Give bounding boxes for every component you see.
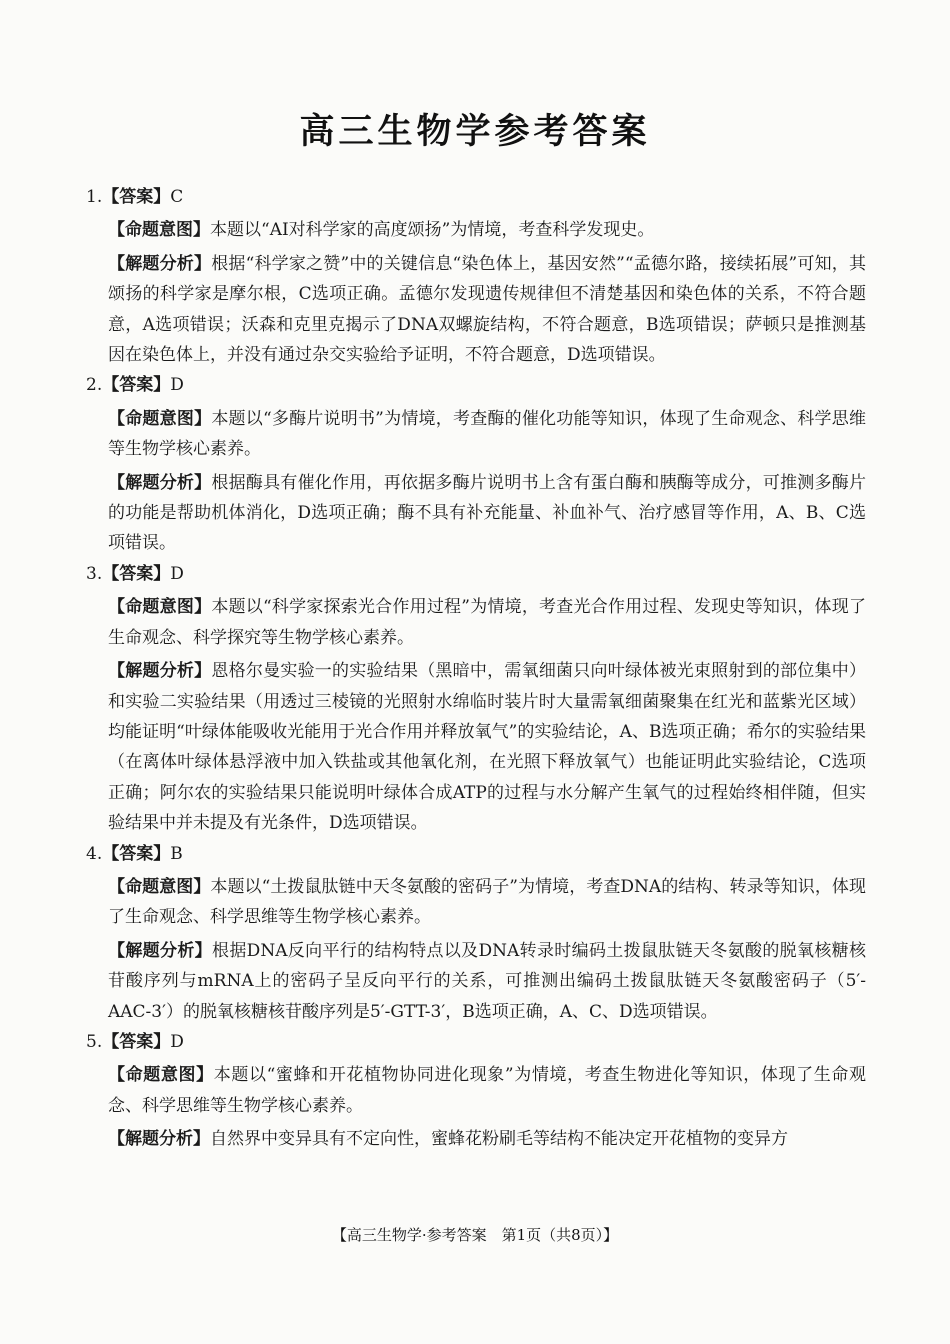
analysis-paragraph [86, 1124, 866, 1154]
question-block [86, 370, 866, 558]
question-number: 4. [86, 843, 103, 864]
analysis-tag: 【解题分析】 [108, 253, 212, 274]
intent-tag: 【命题意图】 [108, 597, 212, 618]
intent-tag: 【命题意图】 [108, 1065, 214, 1086]
answer-value: B [170, 843, 183, 864]
answer-value: D [170, 375, 184, 396]
intent-paragraph [86, 1060, 866, 1121]
answer-tag: 【答案】 [102, 375, 171, 396]
question-number: 1. [86, 187, 103, 207]
answer-value: D [170, 1031, 184, 1052]
answer-line [86, 1027, 866, 1057]
analysis-tag: 【解题分析】 [108, 661, 212, 682]
analysis-tag: 【解题分析】 [108, 472, 212, 493]
analysis-paragraph [86, 656, 866, 838]
analysis-paragraph [86, 249, 866, 371]
question-number: 3. [86, 563, 103, 584]
analysis-paragraph [86, 936, 866, 1027]
answer-line [86, 559, 866, 589]
question-block [86, 559, 866, 839]
answer-tag: 【答案】 [102, 1031, 171, 1052]
analysis-paragraph [86, 468, 866, 559]
answer-line [86, 370, 866, 400]
intent-paragraph [86, 215, 866, 245]
analysis-tag: 【解题分析】 [108, 940, 213, 961]
answer-value: D [170, 563, 184, 584]
analysis-text: 自然界中变异具有不定向性，蜜蜂花粉刷毛等结构不能决定开花植物的变异方 [210, 1129, 788, 1150]
question-block [86, 1027, 866, 1155]
answer-value: C [170, 187, 184, 207]
analysis-text: 根据酶具有催化作用，再依据多酶片说明书上含有蛋白酶和胰酶等成分，可推测多酶片的功能是帮助机体消化，D选项正确；酶不具有补充能量、补血补气、治疗感冒等作用，A、B、C选项错误。 [108, 472, 867, 554]
analysis-text: 恩格尔曼实验一的实验结果（黑暗中，需氧细菌只向叶绿体被光束照射到的部位集中）和实验二实验结果（用透过三棱镜的光照射水绵临时装片时大量需氧细菌聚集在红光和蓝紫光区域）均能证明“叶绿体能吸收光能用于光合作用并释放氧气”的实验结论，A、B选项正确；希尔的实验结果（在离体叶绿体悬浮液中加入铁盐或其他氧化剂，在光照下释放氧气）也能证明此实验结论，C选项正确；阿尔农的实验结果只能说明叶绿体合成ATP的过程与水分解产生氧气的过程始终相伴随，但实验结果中并未提及有光条件，D选项错误。 [108, 661, 867, 834]
intent-paragraph [86, 592, 866, 653]
intent-text: 本题以“AI对科学家的高度颂扬”为情境，考查科学发现史。 [210, 220, 655, 241]
intent-tag: 【命题意图】 [108, 408, 212, 429]
intent-tag: 【命题意图】 [108, 876, 211, 897]
answer-line [86, 182, 866, 212]
intent-text: 本题以“多酶片说明书”为情境，考查酶的催化功能等知识，体现了生命观念、科学思维等生物学核心素养。 [108, 408, 866, 460]
analysis-text: 根据DNA反向平行的结构特点以及DNA转录时编码土拨鼠肽链天冬氨酸的脱氧核糖核苷酸序列与mRNA上的密码子呈反向平行的关系，可推测出编码土拨鼠肽链天冬氨酸密码子（5′-AAC-3′）的脱氧核糖核苷酸序列是5′-GTT-3′，B选项正确，A、C、D选项错误。 [108, 940, 866, 1022]
answer-tag: 【答案】 [102, 563, 171, 584]
intent-text: 本题以“科学家探索光合作用过程”为情境，考查光合作用过程、发现史等知识，体现了生命观念、科学探究等生物学核心素养。 [108, 597, 866, 648]
intent-text: 本题以“蜜蜂和开花植物协同进化现象”为情境，考查生物进化等知识，体现了生命观念、科学思维等生物学核心素养。 [108, 1065, 866, 1116]
page-footer: 【高三生物学·参考答案 第1页（共8页）】 [331, 1226, 619, 1244]
analysis-tag: 【解题分析】 [108, 1129, 210, 1150]
question-number: 2. [86, 375, 103, 396]
answer-tag: 【答案】 [102, 843, 171, 864]
question-block [86, 182, 866, 370]
intent-paragraph [86, 404, 866, 465]
intent-paragraph [86, 872, 866, 933]
analysis-text: 根据“科学家之赞”中的关键信息“染色体上，基因安然”“孟德尔路，接续拓展”可知，其颂扬的科学家是摩尔根，C选项正确。孟德尔发现遗传规律但不清楚基因和染色体的关系，不符合题意，A选项错误；沃森和克里克揭示了DNA双螺旋结构，不符合题意，B选项错误；萨顿只是推测基因在染色体上，并没有通过杂交实验给予证明，不符合题意，D选项错误。 [108, 253, 866, 366]
intent-text: 本题以“土拨鼠肽链中天冬氨酸的密码子”为情境，考查DNA的结构、转录等知识，体现了生命观念、科学思维等生物学核心素养。 [108, 876, 867, 928]
question-block [86, 839, 866, 1027]
intent-tag: 【命题意图】 [108, 220, 210, 241]
answer-tag: 【答案】 [102, 187, 171, 207]
question-number: 5. [86, 1031, 103, 1052]
answer-line [86, 839, 866, 869]
answer-list [86, 182, 866, 1155]
page-title: 高三生物学参考答案 [299, 112, 651, 152]
